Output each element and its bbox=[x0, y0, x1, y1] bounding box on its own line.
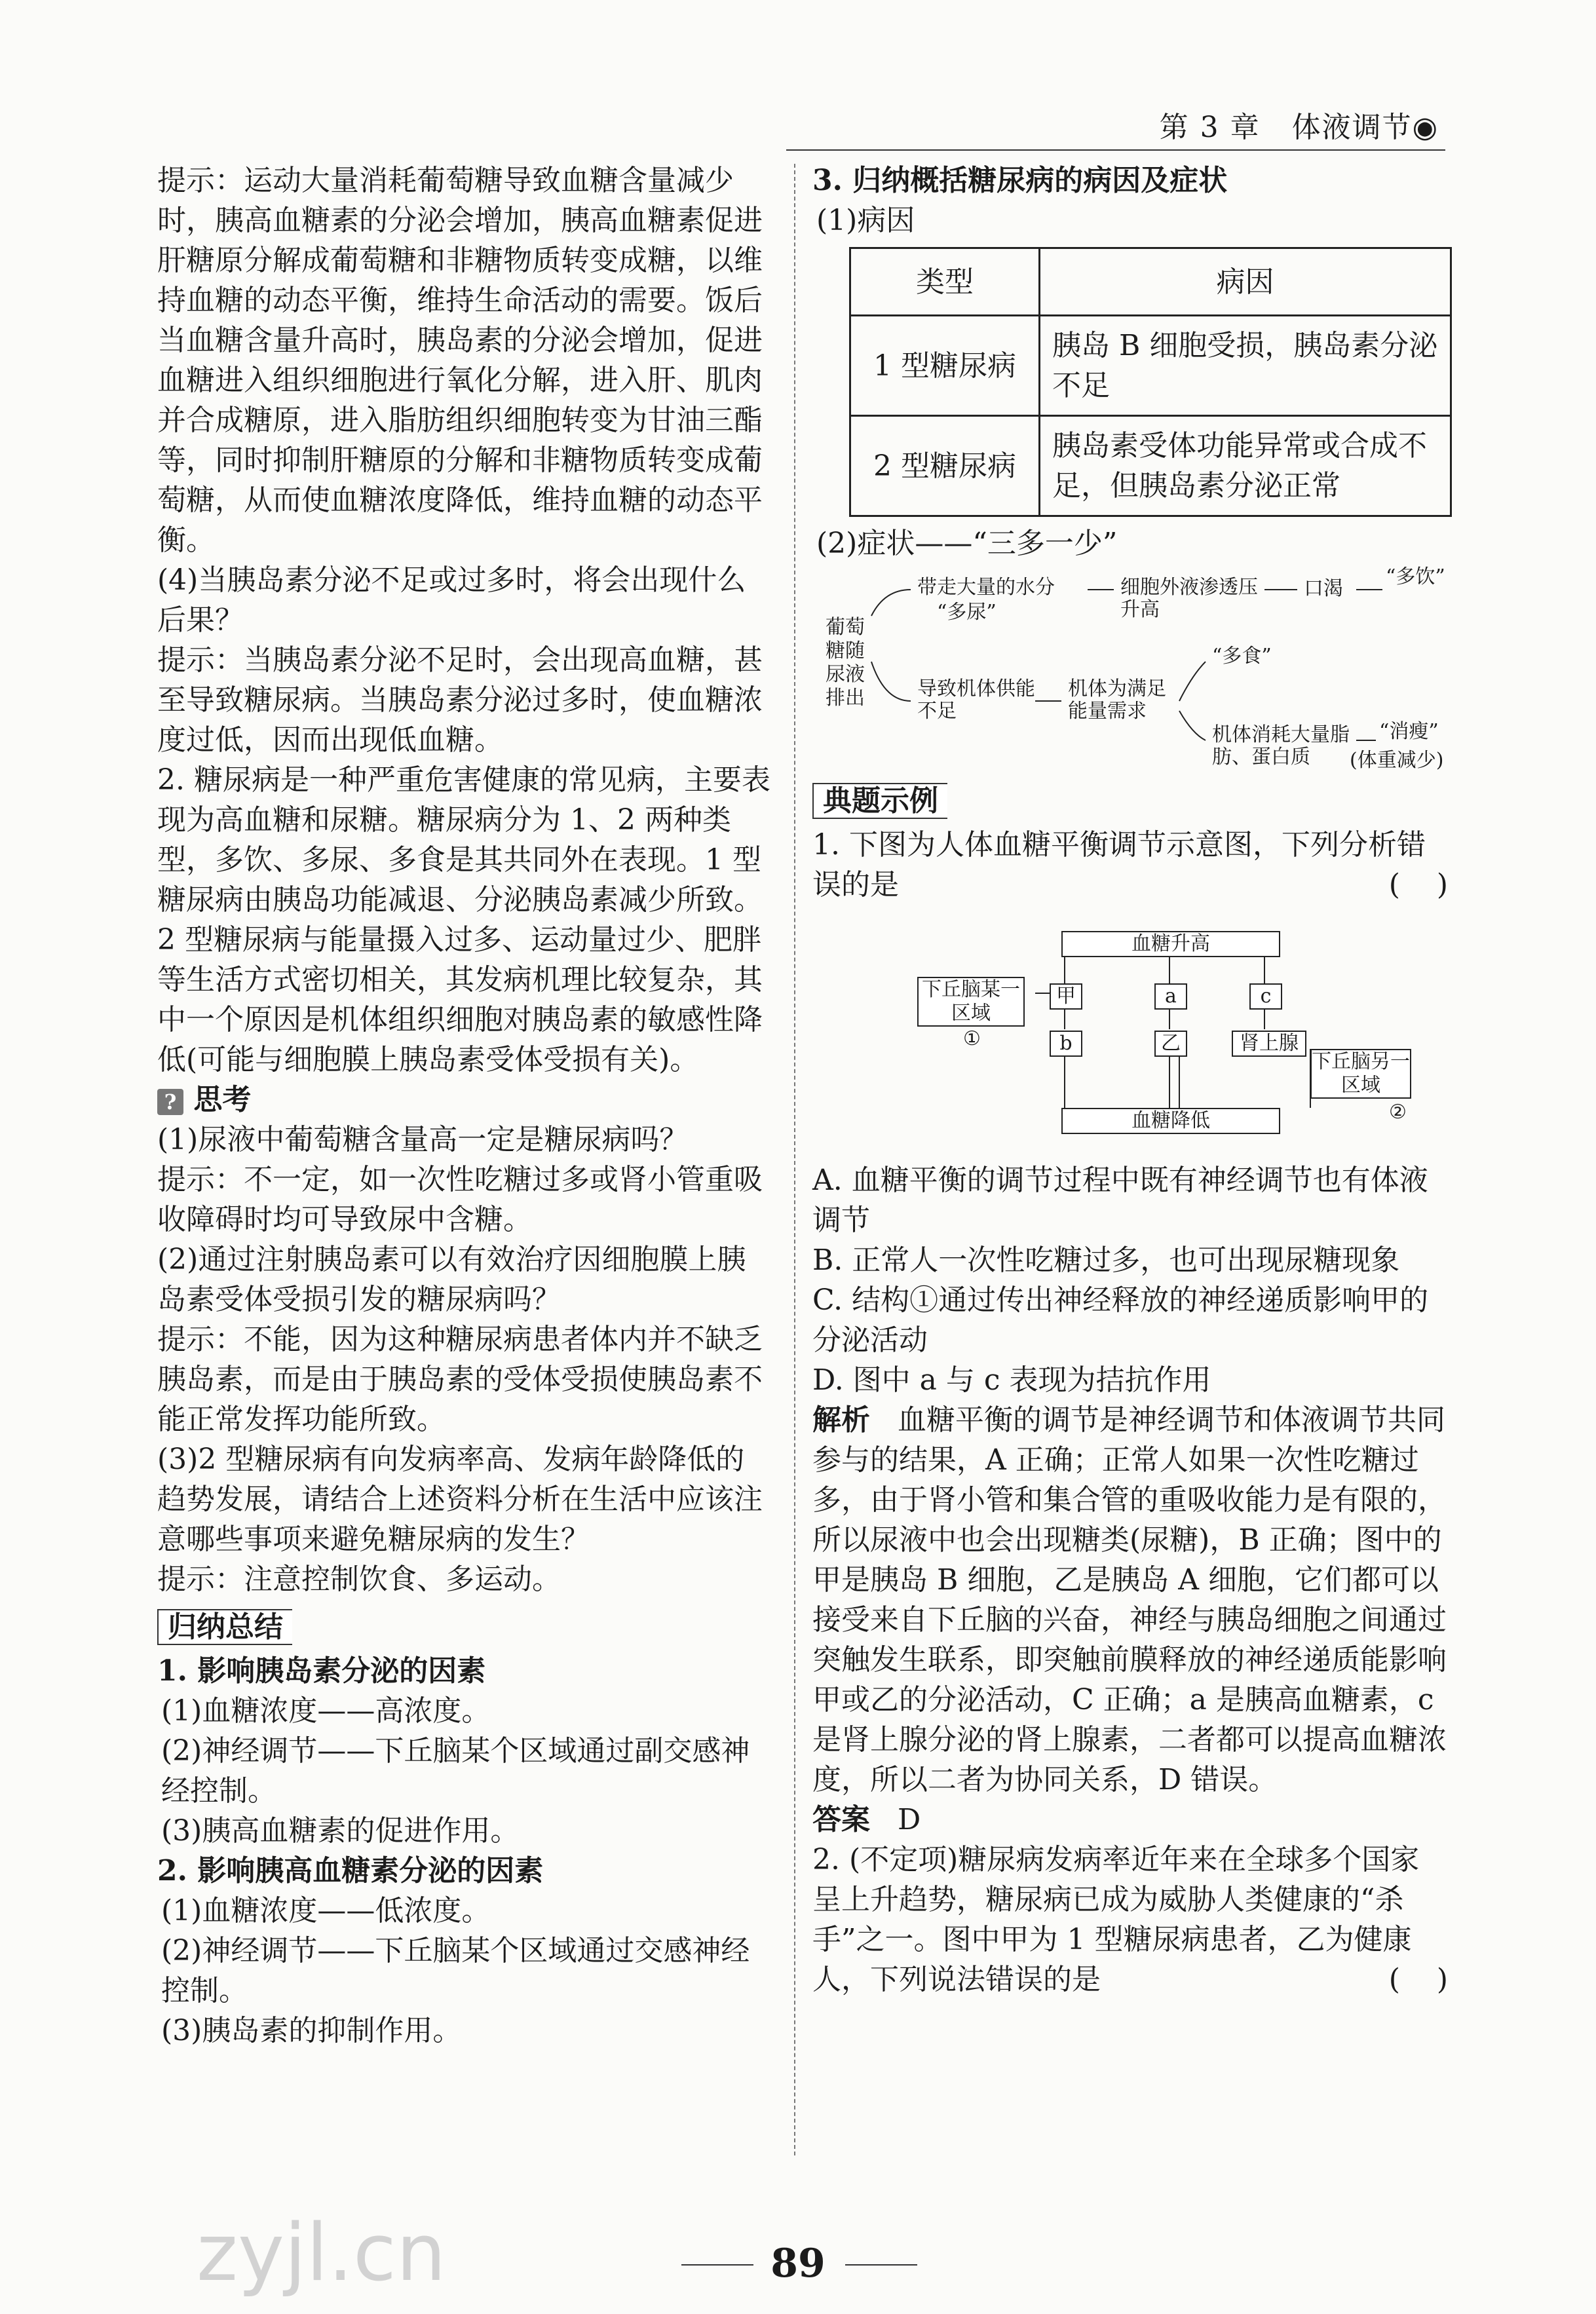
box-c: c bbox=[1249, 983, 1282, 1010]
diabetes-intro: 2. 糖尿病是一种严重危害健康的常见病，主要表现为高血糖和尿糖。糖尿病分为 1、2 两种类型，多饮、多尿、多食是其共同外在表现。1 型糖尿病由胰岛功能减退、分泌胰岛素减少所致。2 型糖尿病与能量摄入过多、运动量过少、肥胖等生活方式密切相关，其发病机理比较复杂，其中一个原因是机体组织细胞对胰岛素的敏感性降低(可能与细胞膜上胰岛素受体受损有关)。 bbox=[157, 763, 770, 1076]
right-column bbox=[812, 161, 1448, 2000]
question-1-text: 1. 下图为人体血糖平衡调节示意图，下列分析错误的是 bbox=[812, 828, 1426, 901]
type-1-cause: 胰岛 B 细胞受损，胰岛素分泌不足 bbox=[1040, 316, 1451, 416]
box-yi: 乙 bbox=[1154, 1031, 1187, 1057]
example-label: 典题示例 bbox=[812, 783, 947, 819]
regulation-diagram bbox=[812, 918, 1448, 1154]
question-2 bbox=[812, 1840, 1448, 2000]
analysis-text: 血糖平衡的调节是神经调节和体液调节共同参与的结果，A 正确；正常人如果一次性吃糖过多，由于肾小管和集合管的重吸收能力是有限的，所以尿液中也会出现糖类(尿糖)，B 正确；图中的甲是胰岛 B 细胞，乙是胰岛 A 细胞，它们都可以接受来自下丘脑的兴奋，神经与胰岛细胞之间通过突触发生联系，即突触前膜释放的神经递质能影响甲或乙的分泌活动，C 正确；a 是胰高血糖素，c 是肾上腺分泌的肾上腺素，二者都可以提高血糖浓度，所以二者为协同关系，D 错误。 bbox=[812, 1403, 1447, 1796]
flow-start: 葡萄糖随尿液排出 bbox=[826, 616, 865, 710]
flow-weight-note: (体重减少) bbox=[1350, 749, 1444, 772]
analysis bbox=[812, 1400, 1448, 1800]
summary-item-2: 2. 影响胰高血糖素分泌的因素 bbox=[157, 1854, 544, 1887]
summary-item-2b: (2)神经调节——下丘脑某个区域通过交感神经控制。 bbox=[161, 1934, 750, 2007]
label-circle-2: ② bbox=[1389, 1101, 1407, 1124]
page-number-dash-right bbox=[845, 2264, 917, 2266]
summary-item-1: 1. 影响胰岛素分泌的因素 bbox=[157, 1654, 486, 1688]
flow-demand: 机体为满足能量需求 bbox=[1068, 677, 1166, 723]
hint-paragraph: 提示：运动大量消耗葡萄糖导致血糖含量减少时，胰高血糖素的分泌会增加，胰高血糖素促进肝糖原分解成葡萄糖和非糖物质转变成糖，以维持血糖的动态平衡，维持生命活动的需要。饭后当血糖含量升高时，胰岛素的分泌会增加，促进血糖进入组织细胞进行氧化分解，进入肝、肌肉并合成糖原，进入脂肪组织细胞转变为甘油三酯等，同时抑制肝糖原的分解和非糖物质转变成葡萄糖，从而使血糖浓度降低，维持血糖的动态平衡。 bbox=[157, 164, 763, 557]
symptom-label: (2)症状——“三多一少” bbox=[816, 527, 1118, 560]
flow-weightloss: “消瘦” bbox=[1379, 720, 1439, 743]
summary-heading bbox=[157, 1607, 773, 1647]
flow-polydipsia: “多饮” bbox=[1386, 565, 1445, 588]
box-blood-sugar-high: 血糖升高 bbox=[1061, 931, 1280, 957]
box-blood-sugar-low: 血糖降低 bbox=[1061, 1108, 1280, 1134]
flow-water: 带走大量的水分 bbox=[917, 576, 1055, 599]
summary-item-1b: (2)神经调节——下丘脑某个区域通过副交感神经控制。 bbox=[161, 1734, 750, 1808]
table-row bbox=[850, 316, 1451, 416]
table-row bbox=[850, 416, 1451, 516]
label-circle-1: ① bbox=[963, 1027, 981, 1050]
option-b: B. 正常人一次性吃糖过多，也可出现尿糖现象 bbox=[812, 1243, 1400, 1277]
chapter-number: 第 3 章 bbox=[1159, 111, 1261, 144]
table-header-row bbox=[850, 248, 1451, 316]
summary-label: 归纳总结 bbox=[157, 1609, 292, 1645]
think-q2: (2)通过注射胰岛素可以有效治疗因细胞膜上胰岛素受体受损引发的糖尿病吗？ bbox=[157, 1243, 746, 1316]
answer-paren-1: ( ) bbox=[1388, 868, 1448, 901]
table-header-type: 类型 bbox=[850, 248, 1040, 316]
question-1 bbox=[812, 825, 1448, 905]
flow-osmotic: 细胞外液渗透压升高 bbox=[1120, 576, 1258, 621]
option-c: C. 结构①通过传出神经释放的神经递质影响甲的分泌活动 bbox=[812, 1283, 1429, 1357]
cause-table bbox=[849, 247, 1452, 517]
type-2-cell: 2 型糖尿病 bbox=[850, 416, 1040, 516]
flow-consume: 机体消耗大量脂肪、蛋白质 bbox=[1212, 723, 1350, 768]
analysis-label: 解析 bbox=[812, 1403, 870, 1437]
question-2-text: 2. (不定项)糖尿病发病率近年来在全球多个国家呈上升趋势，糖尿病已成为威胁人类健康的“杀手”之一。图中甲为 1 型糖尿病患者，乙为健康人，下列说法错误的是 bbox=[812, 1843, 1420, 1996]
think-q1: (1)尿液中葡萄糖含量高一定是糖尿病吗？ bbox=[157, 1123, 689, 1156]
summary-item-2c: (3)胰岛素的抑制作用。 bbox=[161, 2014, 462, 2047]
section-3-title: 3. 归纳概括糖尿病的病因及症状 bbox=[812, 164, 1228, 197]
option-a: A. 血糖平衡的调节过程中既有神经调节也有体液调节 bbox=[812, 1164, 1428, 1237]
summary-item-1a: (1)血糖浓度——高浓度。 bbox=[161, 1694, 491, 1728]
think-label: 思考 bbox=[193, 1083, 252, 1116]
think-a2: 提示：不能，因为这种糖尿病患者体内并不缺乏胰岛素，而是由于胰岛素的受体受损使胰岛素不能正常发挥功能所致。 bbox=[157, 1323, 763, 1436]
box-hypothalamus-2: 下丘脑另一区域 bbox=[1310, 1049, 1411, 1099]
table-header-cause: 病因 bbox=[1040, 248, 1451, 316]
page-number: 89 bbox=[770, 2241, 826, 2286]
symptom-flow-diagram bbox=[812, 563, 1448, 773]
hint-4: 提示：当胰岛素分泌不足时，会出现高血糖，甚至导致糖尿病。当胰岛素分泌过多时，使血糖浓度过低，因而出现低血糖。 bbox=[157, 643, 763, 757]
example-heading bbox=[812, 781, 1448, 821]
box-adrenal: 肾上腺 bbox=[1232, 1031, 1306, 1057]
summary-item-1c: (3)胰高血糖素的促进作用。 bbox=[161, 1814, 520, 1848]
chapter-title: 体液调节◉ bbox=[1291, 111, 1439, 144]
question-4: (4)当胰岛素分泌不足或过多时，将会出现什么后果？ bbox=[157, 563, 746, 637]
flow-polyuria: “多尿” bbox=[937, 601, 997, 624]
box-hypothalamus-1: 下丘脑某一区域 bbox=[917, 977, 1025, 1027]
flow-energy: 导致机体供能不足 bbox=[917, 677, 1035, 723]
answer-value: D bbox=[897, 1803, 921, 1836]
flow-polyphagia: “多食” bbox=[1212, 645, 1272, 668]
cause-label: (1)病因 bbox=[816, 204, 915, 237]
type-1-cell: 1 型糖尿病 bbox=[850, 316, 1040, 416]
answer-paren-2: ( ) bbox=[1388, 1963, 1448, 1996]
box-jia: 甲 bbox=[1050, 983, 1082, 1010]
summary-item-2a: (1)血糖浓度——低浓度。 bbox=[161, 1894, 491, 1927]
left-column bbox=[157, 161, 773, 2051]
think-a1: 提示：不一定，如一次性吃糖过多或肾小管重吸收障碍时均可导致尿中含糖。 bbox=[157, 1163, 763, 1236]
box-b: b bbox=[1050, 1031, 1082, 1057]
answer-label: 答案 bbox=[812, 1803, 870, 1836]
think-heading bbox=[157, 1080, 773, 1120]
column-divider bbox=[794, 164, 795, 2155]
type-2-cause: 胰岛素受体功能异常或合成不足，但胰岛素分泌正常 bbox=[1040, 416, 1451, 516]
chapter-header bbox=[1160, 104, 1439, 145]
header-rule bbox=[786, 149, 1445, 151]
watermark: zyjl.cn bbox=[197, 2208, 446, 2299]
think-icon: ? bbox=[157, 1089, 183, 1115]
think-a3: 提示：注意控制饮食、多运动。 bbox=[157, 1563, 561, 1596]
flow-thirst: 口渴 bbox=[1304, 577, 1343, 600]
option-d: D. 图中 a 与 c 表现为拮抗作用 bbox=[812, 1363, 1211, 1397]
box-a: a bbox=[1154, 983, 1187, 1010]
answer bbox=[812, 1800, 1448, 1840]
think-q3: (3)2 型糖尿病有向发病率高、发病年龄降低的趋势发展，请结合上述资料分析在生活中应该注意哪些事项来避免糖尿病的发生？ bbox=[157, 1443, 763, 1556]
